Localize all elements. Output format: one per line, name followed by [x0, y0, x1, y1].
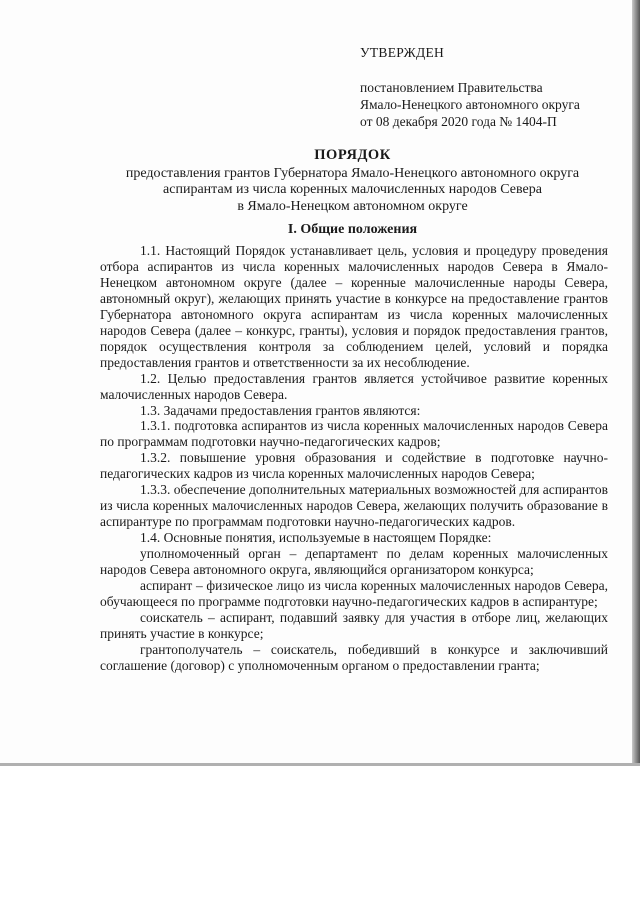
approval-line-2: Ямало-Ненецкого автономного округа	[360, 97, 580, 112]
approval-line-1: постановлением Правительства	[360, 80, 543, 95]
title-line-1: предоставления грантов Губернатора Ямало-Ненецкого автономного округа	[125, 165, 580, 181]
title-line-3: в Ямало-Ненецком автономном округе	[237, 198, 468, 214]
approval-line-3: от 08 декабря 2020 года № 1404-П	[360, 114, 557, 129]
page-edge-shadow	[632, 0, 640, 765]
paragraph: 1.3. Задачами предоставления грантов являются:	[140, 402, 421, 418]
paragraph: 1.3.2. повышение уровня образования и содействие в подготовке научно-педагогических кадров из числа коренных малочисленных народов Севера;	[100, 450, 608, 482]
paragraph: 1.4. Основные понятия, используемые в настоящем Порядке:	[140, 530, 492, 546]
approval-stamp	[360, 44, 580, 130]
paragraph: уполномоченный орган – департамент по делам коренных малочисленных народов Севера автономного округа, являющийся организатором конкурса;	[100, 546, 608, 578]
page-bottom-edge	[0, 763, 640, 766]
paragraph: аспирант – физическое лицо из числа коренных малочисленных народов Севера, обучающееся по программе подготовки научно-педагогических кадров в аспирантуре;	[100, 578, 608, 609]
approved-label: УТВЕРЖДЕН	[360, 45, 445, 60]
paragraph: соискатель – аспирант, подавший заявку для участия в отборе лиц, желающих принять участие в конкурсе;	[100, 609, 608, 641]
document-body	[100, 243, 608, 674]
paragraph: 1.3.1. подготовка аспирантов из числа коренных малочисленных народов Севера по программам подготовки научно-педагогических кадров;	[100, 418, 608, 450]
paragraph: грантополучатель – соискатель, победивший в конкурсе и заключивший соглашение (договор) с уполномоченным органом о предоставлении гранта;	[100, 641, 608, 673]
document-title: ПОРЯДОК	[314, 147, 391, 163]
title-line-2: аспирантам из числа коренных малочисленных народов Севера	[163, 182, 542, 197]
paragraph: 1.2. Целью предоставления грантов является устойчивое развитие коренных малочисленных народов Севера.	[100, 370, 608, 402]
paragraph: 1.3.3. обеспечение дополнительных материальных возможностей для аспирантов из числа коренных малочисленных народов Севера, желающих получить образование в аспирантуре по программам подготовки научно-педагогических кадров.	[100, 482, 608, 530]
paragraph: 1.1. Настоящий Порядок устанавливает цель, условия и процедуру проведения отбора аспирантов из числа коренных малочисленных народов Севера в Ямало-Ненецком автономном округе (далее – коренные малочисленные народы Севера, автономный округ), желающих принять участие в конкурсе на предоставление грантов Губернатора автономного округа аспирантам из числа коренных малочисленных народов Севера (далее – конкурс, гранты), условия и порядок предоставления грантов, порядок осуществления контроля за соблюдением целей, условий и порядка предоставления грантов и ответственности за их несоблюдение.	[100, 243, 608, 370]
section-heading: I. Общие положения	[287, 222, 418, 237]
document-title-block	[95, 147, 610, 215]
